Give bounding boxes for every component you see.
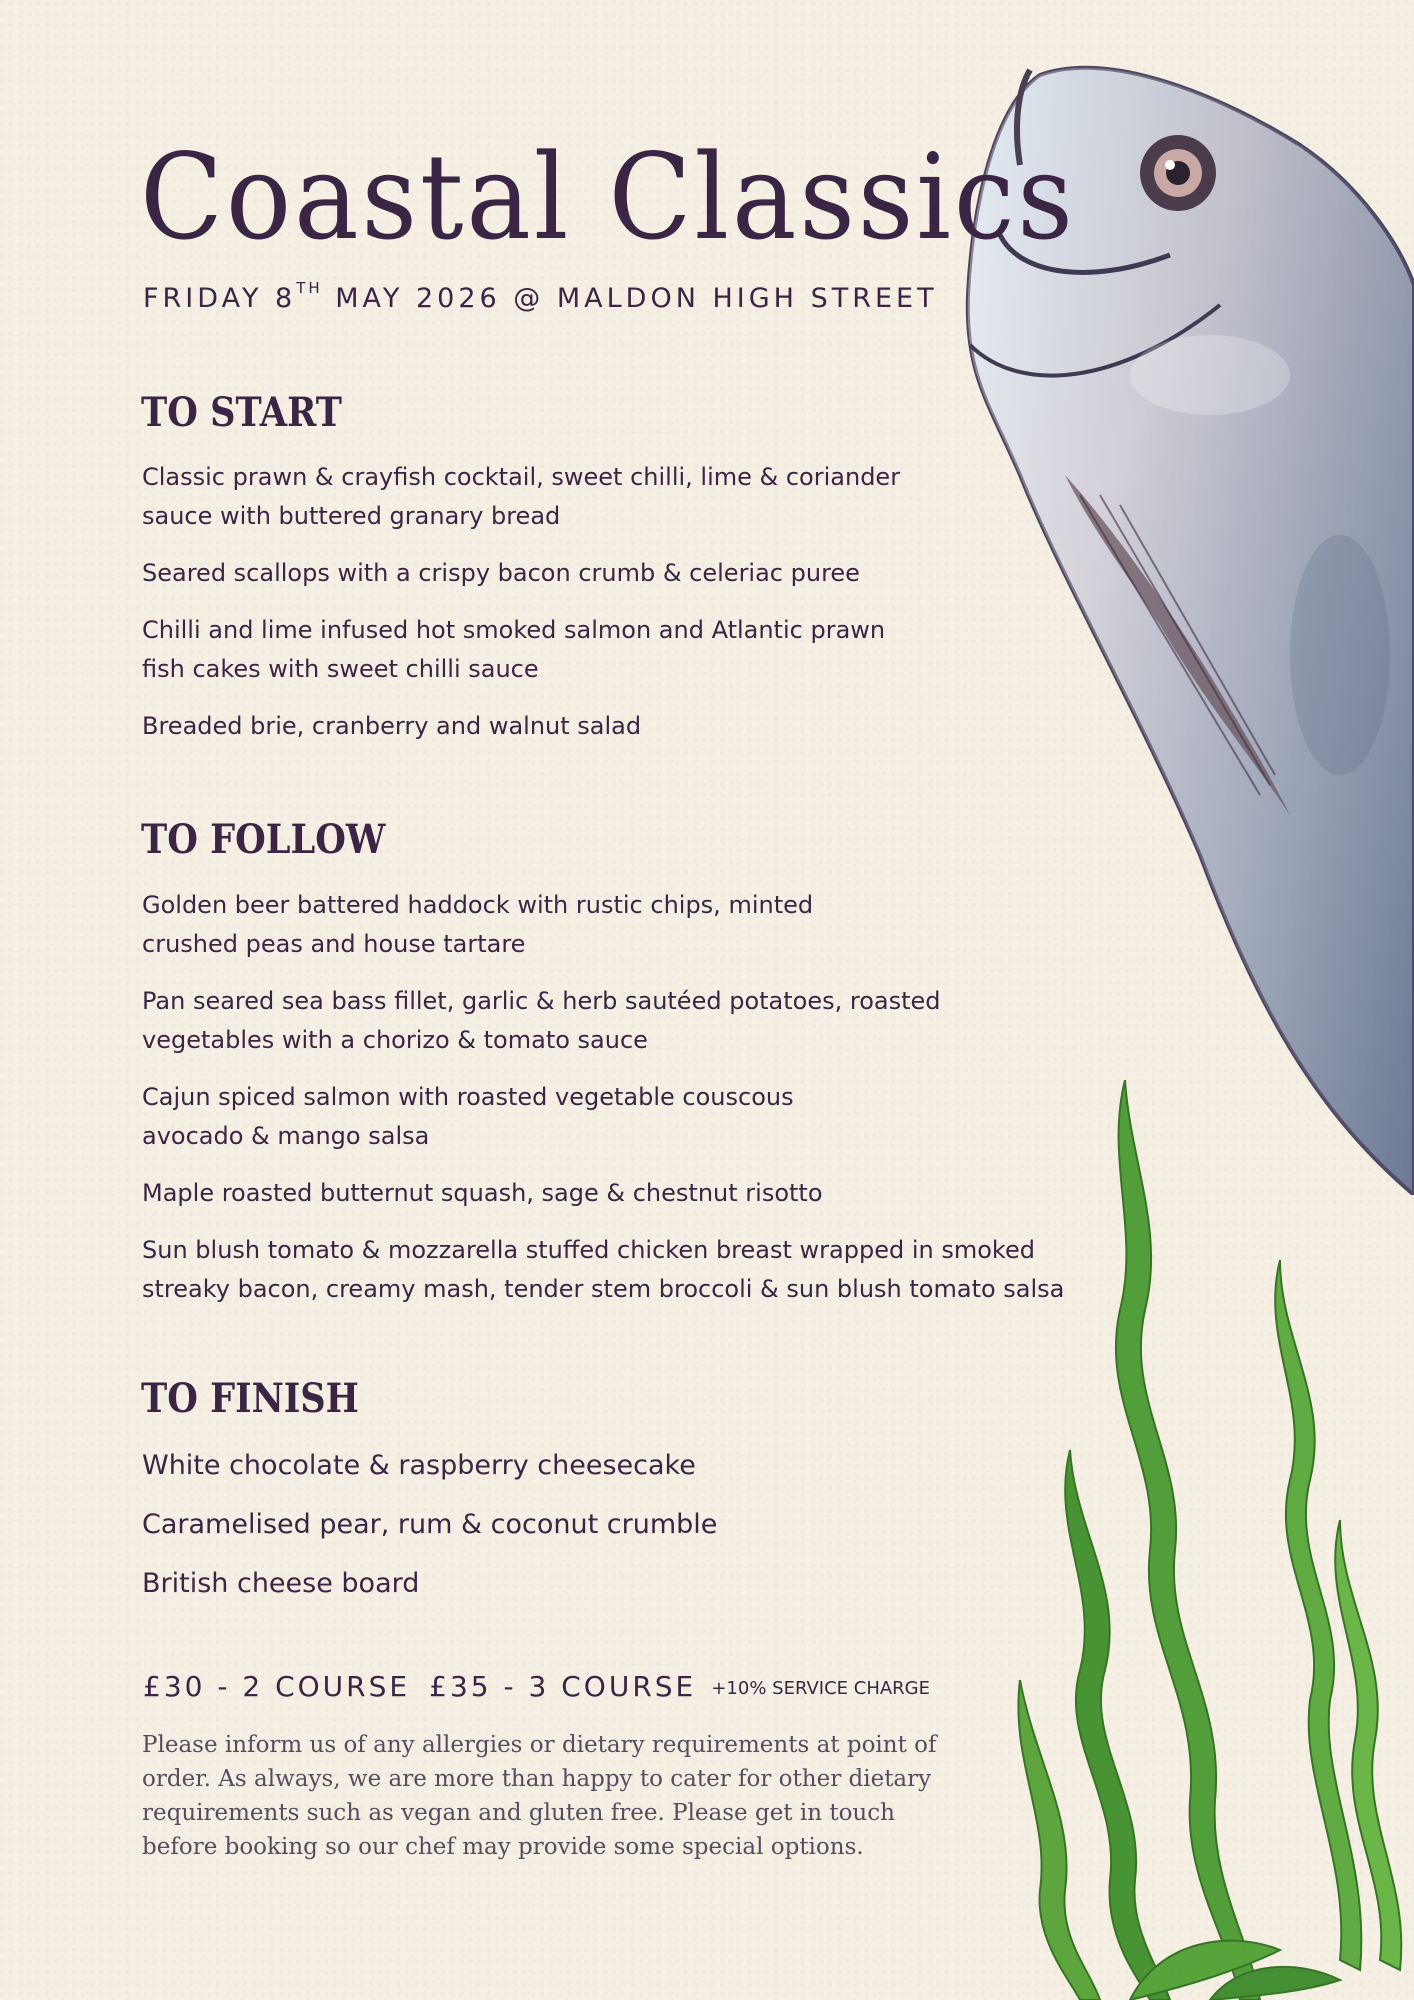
start-items-list (142, 458, 1102, 764)
section-heading-finish: TO FINISH (141, 1375, 359, 1422)
list-item: British cheese board (142, 1568, 420, 1599)
pricing-line (143, 1670, 930, 1703)
list-item: Maple roasted butternut squash, sage & chestnut risotto (142, 1179, 823, 1207)
list-item: Seared scallops with a crispy bacon crumb & celeriac puree (142, 559, 860, 587)
list-item: Classic prawn & crayfish cocktail, sweet chilli, lime & coriander sauce with buttered granary bread (142, 463, 901, 530)
follow-items-list (142, 886, 1102, 1327)
service-charge: +10% SERVICE CHARGE (711, 1678, 931, 1699)
price-two-course: £30 - 2 COURSE (143, 1670, 411, 1703)
section-heading-start: TO START (141, 389, 342, 436)
list-item: Sun blush tomato & mozzarella stuffed chicken breast wrapped in smoked streaky bacon, creamy mash, tender stem broccoli & sun blush tomato salsa (142, 1236, 1065, 1303)
list-item: Chilli and lime infused hot smoked salmon and Atlantic prawn fish cakes with sweet chilli sauce (142, 616, 886, 683)
event-date-location (143, 279, 938, 314)
dietary-note: Please inform us of any allergies or dietary requirements at point of order. As always, we are more than happy to cater for other dietary requirements such as vegan and gluten free. Please get in touch before booking so our chef may provide some special options. (142, 1732, 937, 1860)
list-item: Pan seared sea bass fillet, garlic & herb sautéed potatoes, roasted vegetables with a chorizo & tomato sauce (142, 987, 941, 1054)
subtitle-day: FRIDAY 8 (143, 283, 297, 314)
list-item: Caramelised pear, rum & coconut crumble (142, 1509, 718, 1540)
list-item: Cajun spiced salmon with roasted vegetable couscous avocado & mango salsa (142, 1083, 794, 1150)
list-item: White chocolate & raspberry cheesecake (142, 1450, 696, 1481)
finish-items-list (142, 1446, 1102, 1623)
subtitle-ordinal: TH (296, 279, 323, 297)
price-three-course: £35 - 3 COURSE (429, 1670, 697, 1703)
page-title: Coastal Classics (140, 128, 1076, 266)
list-item: Golden beer battered haddock with rustic chips, minted crushed peas and house tartare (142, 891, 814, 958)
subtitle-rest: MAY 2026 @ MALDON HIGH STREET (322, 283, 938, 314)
section-heading-follow: TO FOLLOW (141, 816, 386, 863)
list-item: Breaded brie, cranberry and walnut salad (142, 712, 642, 740)
